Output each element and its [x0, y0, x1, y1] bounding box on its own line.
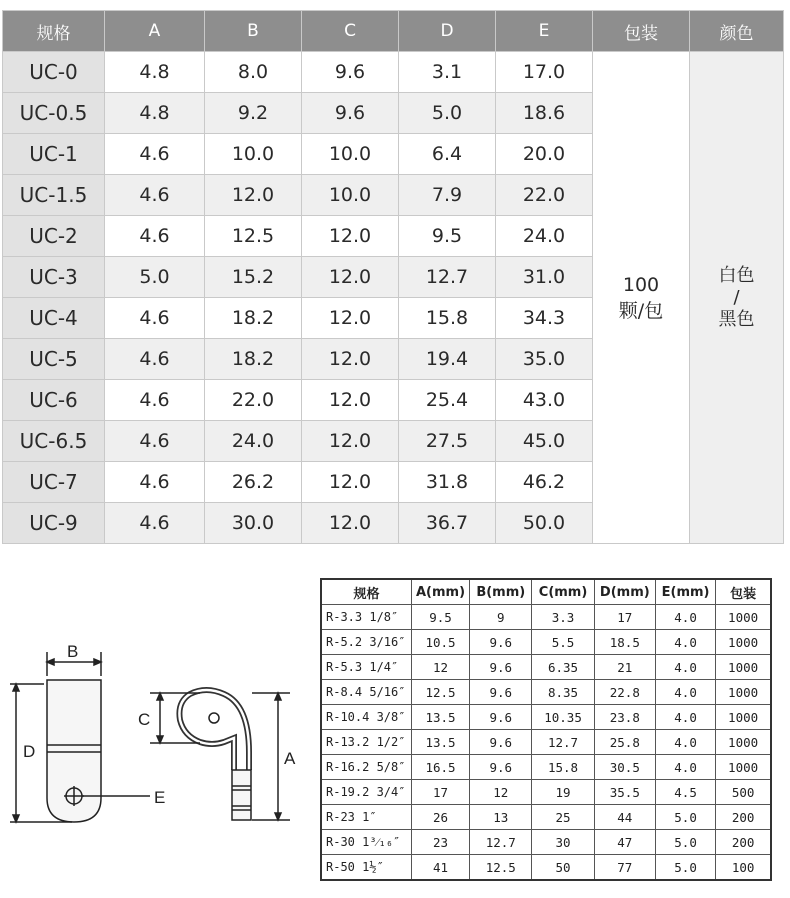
r-cell-packaging: 1000: [716, 630, 771, 655]
uc-header-e: E: [496, 11, 593, 52]
uc-cell-c: 12.0: [302, 298, 399, 339]
r-cell-a: 10.5: [411, 630, 469, 655]
r-cell-spec: R-50 1½″: [321, 855, 411, 881]
packaging-line: 100: [622, 273, 660, 296]
uc-cell-spec: UC-1.5: [3, 175, 105, 216]
r-cell-c: 6.35: [532, 655, 594, 680]
r-cell-packaging: 200: [716, 805, 771, 830]
clamp-dimension-diagram: [0, 620, 320, 860]
uc-cell-e: 22.0: [496, 175, 593, 216]
uc-cell-c: 9.6: [302, 52, 399, 93]
uc-cell-c: 12.0: [302, 216, 399, 257]
uc-cell-d: 12.7: [399, 257, 496, 298]
r-cell-spec: R-10.4 3/8″: [321, 705, 411, 730]
uc-cell-a: 4.6: [105, 421, 205, 462]
uc-cell-b: 9.2: [205, 93, 302, 134]
color-line: 白色: [718, 264, 755, 286]
uc-header-spec: 规格: [3, 11, 105, 52]
r-cell-c: 3.3: [532, 605, 594, 630]
r-cell-d: 35.5: [594, 780, 655, 805]
uc-cell-spec: UC-4: [3, 298, 105, 339]
uc-cell-a: 4.6: [105, 298, 205, 339]
r-cell-b: 12.5: [470, 855, 532, 881]
r-header-c: C(mm): [532, 579, 594, 605]
uc-cell-e: 34.3: [496, 298, 593, 339]
uc-cell-a: 4.8: [105, 93, 205, 134]
uc-cell-c: 10.0: [302, 175, 399, 216]
uc-cell-d: 3.1: [399, 52, 496, 93]
r-cell-a: 13.5: [411, 705, 469, 730]
uc-header-d: D: [399, 11, 496, 52]
uc-cell-a: 4.6: [105, 134, 205, 175]
uc-header-c: C: [302, 11, 399, 52]
uc-spec-table: [2, 10, 784, 544]
uc-cell-e: 43.0: [496, 380, 593, 421]
r-cell-b: 9.6: [470, 680, 532, 705]
uc-header-b: B: [205, 11, 302, 52]
r-cell-c: 10.35: [532, 705, 594, 730]
uc-cell-spec: UC-3: [3, 257, 105, 298]
r-cell-packaging: 100: [716, 855, 771, 881]
uc-cell-c: 12.0: [302, 503, 399, 544]
uc-cell-a: 5.0: [105, 257, 205, 298]
r-header-b: B(mm): [470, 579, 532, 605]
uc-cell-a: 4.6: [105, 339, 205, 380]
uc-cell-b: 18.2: [205, 298, 302, 339]
uc-cell-c: 12.0: [302, 462, 399, 503]
r-cell-e: 4.0: [655, 630, 715, 655]
side-view-hook: [179, 690, 249, 770]
uc-cell-spec: UC-0: [3, 52, 105, 93]
r-table-row: [321, 655, 771, 680]
uc-cell-d: 9.5: [399, 216, 496, 257]
uc-header-packaging: 包装: [593, 11, 690, 52]
r-cell-b: 9.6: [470, 730, 532, 755]
r-header-a: A(mm): [411, 579, 469, 605]
r-table-row: [321, 805, 771, 830]
r-cell-e: 4.0: [655, 705, 715, 730]
uc-cell-b: 10.0: [205, 134, 302, 175]
uc-cell-spec: UC-2: [3, 216, 105, 257]
r-cell-d: 18.5: [594, 630, 655, 655]
r-cell-e: 4.0: [655, 655, 715, 680]
label-a: A: [284, 749, 296, 768]
uc-cell-e: 45.0: [496, 421, 593, 462]
uc-header-a: A: [105, 11, 205, 52]
uc-cell-b: 26.2: [205, 462, 302, 503]
uc-cell-e: 31.0: [496, 257, 593, 298]
r-cell-a: 17: [411, 780, 469, 805]
uc-cell-spec: UC-5: [3, 339, 105, 380]
r-table-row: [321, 630, 771, 655]
r-cell-spec: R-19.2 3/4″: [321, 780, 411, 805]
label-b: B: [67, 642, 79, 661]
r-cell-b: 9.6: [470, 655, 532, 680]
r-cell-a: 9.5: [411, 605, 469, 630]
uc-cell-d: 27.5: [399, 421, 496, 462]
r-table-row: [321, 730, 771, 755]
uc-cell-a: 4.6: [105, 380, 205, 421]
r-cell-spec: R-8.4 5/16″: [321, 680, 411, 705]
r-cell-e: 4.0: [655, 755, 715, 780]
r-header-spec: 规格: [321, 579, 411, 605]
uc-cell-a: 4.6: [105, 216, 205, 257]
uc-cell-d: 6.4: [399, 134, 496, 175]
uc-cell-b: 24.0: [205, 421, 302, 462]
label-d: D: [23, 742, 36, 761]
uc-cell-a: 4.6: [105, 462, 205, 503]
uc-cell-c: 10.0: [302, 134, 399, 175]
r-cell-e: 5.0: [655, 805, 715, 830]
r-cell-packaging: 200: [716, 830, 771, 855]
r-cell-a: 12: [411, 655, 469, 680]
r-cell-b: 12.7: [470, 830, 532, 855]
r-cell-b: 9.6: [470, 705, 532, 730]
uc-cell-b: 30.0: [205, 503, 302, 544]
uc-cell-b: 15.2: [205, 257, 302, 298]
r-cell-d: 77: [594, 855, 655, 881]
r-cell-e: 5.0: [655, 855, 715, 881]
r-header-d: D(mm): [594, 579, 655, 605]
r-cell-a: 26: [411, 805, 469, 830]
r-cell-a: 16.5: [411, 755, 469, 780]
r-cell-c: 5.5: [532, 630, 594, 655]
r-cell-packaging: 1000: [716, 655, 771, 680]
r-cell-packaging: 1000: [716, 705, 771, 730]
r-cell-a: 41: [411, 855, 469, 881]
r-header-e: E(mm): [655, 579, 715, 605]
uc-cell-b: 12.5: [205, 216, 302, 257]
uc-cell-d: 7.9: [399, 175, 496, 216]
r-cell-a: 13.5: [411, 730, 469, 755]
r-table-row: [321, 680, 771, 705]
r-cell-b: 9.6: [470, 755, 532, 780]
r-cell-c: 50: [532, 855, 594, 881]
r-cell-a: 12.5: [411, 680, 469, 705]
r-cell-e: 4.0: [655, 680, 715, 705]
r-cell-e: 5.0: [655, 830, 715, 855]
r-cell-b: 9.6: [470, 630, 532, 655]
r-cell-c: 15.8: [532, 755, 594, 780]
uc-cell-d: 36.7: [399, 503, 496, 544]
uc-cell-c: 12.0: [302, 421, 399, 462]
r-table-row: [321, 830, 771, 855]
label-c: C: [138, 710, 151, 729]
uc-cell-a: 4.8: [105, 52, 205, 93]
uc-cell-b: 18.2: [205, 339, 302, 380]
r-cell-d: 44: [594, 805, 655, 830]
r-cell-a: 23: [411, 830, 469, 855]
uc-cell-spec: UC-7: [3, 462, 105, 503]
r-cell-spec: R-16.2 5/8″: [321, 755, 411, 780]
r-cell-spec: R-30 1³⁄₁₆″: [321, 830, 411, 855]
uc-table-row: [3, 52, 784, 93]
uc-cell-spec: UC-6: [3, 380, 105, 421]
uc-cell-e: 50.0: [496, 503, 593, 544]
r-table-row: [321, 705, 771, 730]
r-cell-d: 21: [594, 655, 655, 680]
uc-cell-c: 12.0: [302, 380, 399, 421]
uc-cell-e: 18.6: [496, 93, 593, 134]
uc-cell-c: 12.0: [302, 257, 399, 298]
r-cell-c: 30: [532, 830, 594, 855]
uc-cell-d: 19.4: [399, 339, 496, 380]
r-table-row: [321, 855, 771, 881]
r-cell-c: 25: [532, 805, 594, 830]
packaging-cell: [593, 52, 690, 544]
r-table-row: [321, 780, 771, 805]
r-cell-c: 12.7: [532, 730, 594, 755]
uc-cell-e: 35.0: [496, 339, 593, 380]
r-cell-spec: R-3.3 1/8″: [321, 605, 411, 630]
uc-cell-e: 24.0: [496, 216, 593, 257]
uc-cell-b: 12.0: [205, 175, 302, 216]
label-e: E: [154, 788, 166, 807]
uc-cell-c: 9.6: [302, 93, 399, 134]
uc-cell-e: 20.0: [496, 134, 593, 175]
uc-table-header-row: [3, 11, 784, 52]
r-cell-e: 4.5: [655, 780, 715, 805]
r-cell-e: 4.0: [655, 730, 715, 755]
uc-cell-spec: UC-6.5: [3, 421, 105, 462]
uc-cell-e: 17.0: [496, 52, 593, 93]
r-table-header-row: [321, 579, 771, 605]
uc-cell-a: 4.6: [105, 503, 205, 544]
r-cell-packaging: 500: [716, 780, 771, 805]
r-cell-d: 17: [594, 605, 655, 630]
r-cell-b: 13: [470, 805, 532, 830]
packaging-line: 颗/包: [618, 299, 664, 322]
r-cell-spec: R-13.2 1/2″: [321, 730, 411, 755]
uc-header-color: 颜色: [690, 11, 784, 52]
uc-cell-e: 46.2: [496, 462, 593, 503]
uc-cell-spec: UC-0.5: [3, 93, 105, 134]
r-cell-spec: R-5.2 3/16″: [321, 630, 411, 655]
r-table-row: [321, 755, 771, 780]
uc-cell-d: 31.8: [399, 462, 496, 503]
uc-cell-b: 22.0: [205, 380, 302, 421]
r-cell-packaging: 1000: [716, 605, 771, 630]
color-line: /: [733, 286, 740, 308]
r-cell-packaging: 1000: [716, 730, 771, 755]
color-line: 黑色: [718, 308, 755, 330]
uc-cell-d: 25.4: [399, 380, 496, 421]
r-spec-table: [320, 578, 772, 881]
r-cell-c: 8.35: [532, 680, 594, 705]
color-cell: [690, 52, 784, 544]
r-cell-packaging: 1000: [716, 680, 771, 705]
r-cell-packaging: 1000: [716, 755, 771, 780]
uc-cell-spec: UC-9: [3, 503, 105, 544]
r-cell-d: 25.8: [594, 730, 655, 755]
r-cell-b: 9: [470, 605, 532, 630]
uc-cell-c: 12.0: [302, 339, 399, 380]
uc-cell-spec: UC-1: [3, 134, 105, 175]
r-table-row: [321, 605, 771, 630]
uc-cell-a: 4.6: [105, 175, 205, 216]
r-cell-e: 4.0: [655, 605, 715, 630]
r-cell-d: 22.8: [594, 680, 655, 705]
r-header-packaging: 包装: [716, 579, 771, 605]
r-cell-b: 12: [470, 780, 532, 805]
r-cell-c: 19: [532, 780, 594, 805]
uc-cell-d: 5.0: [399, 93, 496, 134]
r-cell-spec: R-5.3 1/4″: [321, 655, 411, 680]
r-cell-d: 47: [594, 830, 655, 855]
r-cell-d: 30.5: [594, 755, 655, 780]
uc-cell-b: 8.0: [205, 52, 302, 93]
r-cell-spec: R-23 1″: [321, 805, 411, 830]
r-cell-d: 23.8: [594, 705, 655, 730]
uc-cell-d: 15.8: [399, 298, 496, 339]
